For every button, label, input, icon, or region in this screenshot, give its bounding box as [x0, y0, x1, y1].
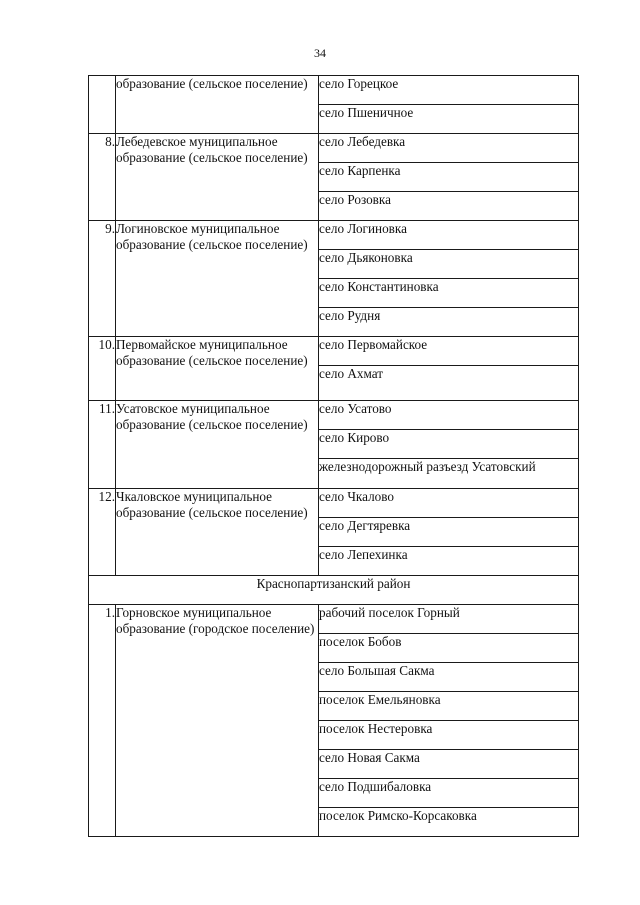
settlement-name: село Новая Сакма	[319, 750, 579, 779]
settlement-name: село Чкалово	[319, 489, 579, 518]
page-number: 34	[314, 46, 326, 60]
table-row	[89, 76, 579, 105]
table-row	[89, 401, 579, 430]
settlement-name: поселок Емельяновка	[319, 692, 579, 721]
settlement-name: поселок Нестеровка	[319, 721, 579, 750]
settlement-name: поселок Бобов	[319, 634, 579, 663]
settlement-name: рабочий поселок Горный	[319, 605, 579, 634]
row-number: 12.	[89, 489, 116, 576]
settlement-name: село Лепехинка	[319, 547, 579, 576]
table-row	[89, 337, 579, 366]
row-number: 9.	[89, 221, 116, 337]
table-row	[89, 605, 579, 634]
row-number	[89, 76, 116, 134]
municipality-name: Чкаловское муниципальное образование (сельское поселение)	[116, 489, 319, 576]
settlement-name: село Пшеничное	[319, 105, 579, 134]
municipality-name: образование (сельское поселение)	[116, 76, 319, 134]
settlement-name: село Кирово	[319, 430, 579, 459]
settlement-name: село Горецкое	[319, 76, 579, 105]
settlement-name: село Рудня	[319, 308, 579, 337]
settlement-name: село Подшибаловка	[319, 779, 579, 808]
row-number: 11.	[89, 401, 116, 489]
table-row	[89, 489, 579, 518]
settlement-name: село Ахмат	[319, 366, 579, 401]
row-number: 8.	[89, 134, 116, 221]
settlement-name: железнодорожный разъезд Усатовский	[319, 459, 579, 489]
district-header-row	[89, 576, 579, 605]
municipality-name: Первомайское муниципальное образование (сельское поселение)	[116, 337, 319, 401]
settlement-name: село Большая Сакма	[319, 663, 579, 692]
municipality-name: Усатовское муниципальное образование (сельское поселение)	[116, 401, 319, 489]
settlement-name: село Логиновка	[319, 221, 579, 250]
settlement-name: село Лебедевка	[319, 134, 579, 163]
row-number: 10.	[89, 337, 116, 401]
settlements-table	[88, 75, 579, 837]
municipality-name: Горновское муниципальное образование (городское поселение)	[116, 605, 319, 837]
district-name: Краснопартизанский район	[89, 576, 579, 605]
settlement-name: село Первомайское	[319, 337, 579, 366]
municipality-name: Лебедевское муниципальное образование (сельское поселение)	[116, 134, 319, 221]
table-row	[89, 221, 579, 250]
settlement-name: село Константиновка	[319, 279, 579, 308]
settlement-name: село Розовка	[319, 192, 579, 221]
settlement-name: село Усатово	[319, 401, 579, 430]
settlement-name: село Дегтяревка	[319, 518, 579, 547]
row-number: 1.	[89, 605, 116, 837]
settlement-name: поселок Римско-Корсаковка	[319, 808, 579, 837]
municipality-name: Логиновское муниципальное образование (сельское поселение)	[116, 221, 319, 337]
settlement-name: село Карпенка	[319, 163, 579, 192]
table-row	[89, 134, 579, 163]
settlement-name: село Дьяконовка	[319, 250, 579, 279]
